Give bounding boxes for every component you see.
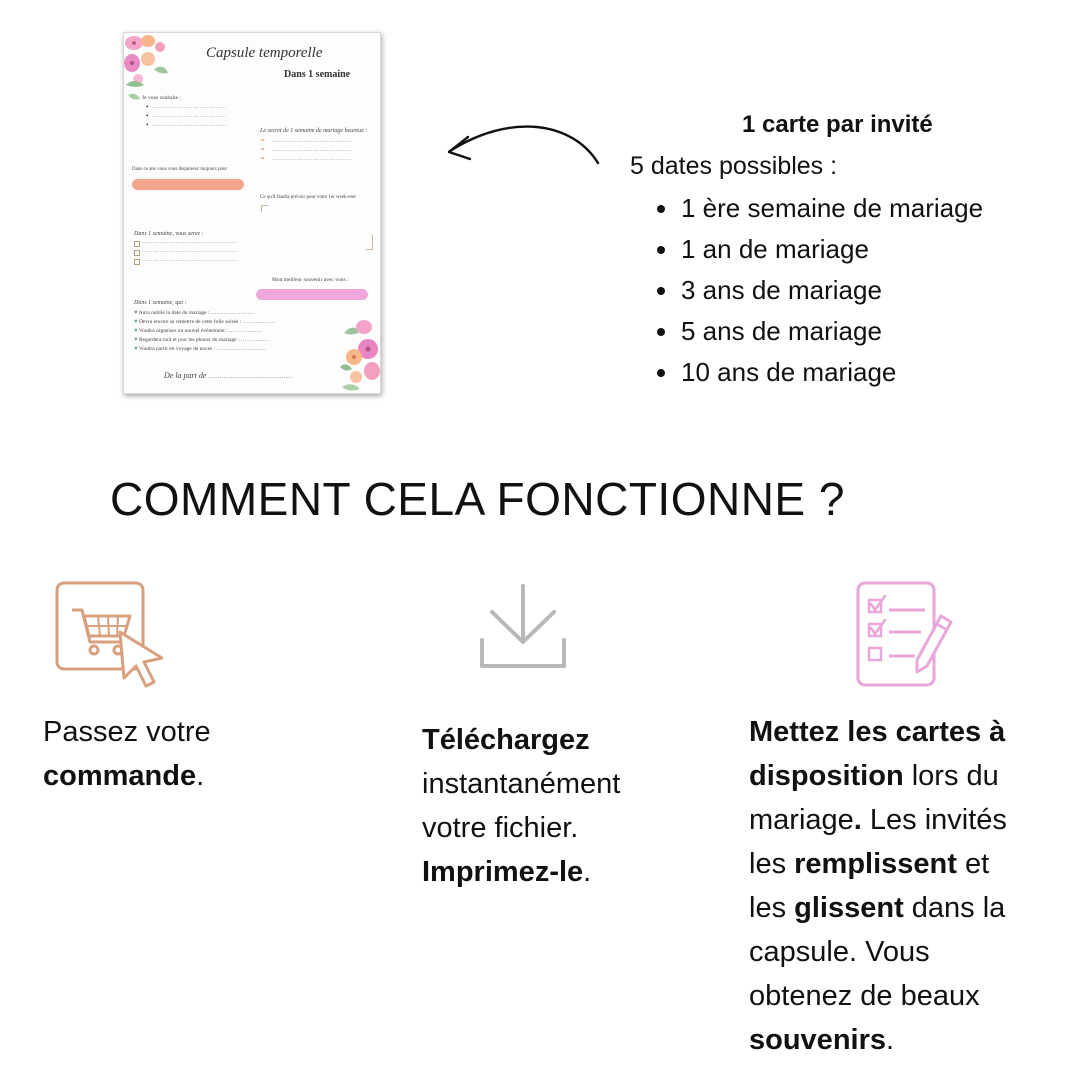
dates-list	[657, 188, 983, 393]
step-text-run: .	[583, 856, 592, 888]
step-text-run: obtenez de beaux	[749, 980, 980, 1012]
step-text-run: Les invités	[861, 804, 1007, 836]
card-promise-label: Dans ce ans vous vous disputerez toujours pour	[132, 167, 228, 172]
step-text-bold: remplissent	[794, 848, 957, 880]
card-who-list: ♥ Aura oublié la date du mariage : …………………… ♥ Devra encore se remettre de cette folle soirée : ……………… ♥ Voudra organiser un nouvel évènement : ……………… ♥ Regardera nuit et jour les photos du mariage : …………… ♥ Voudra partir en voyage de noces : ………………………	[134, 310, 276, 352]
step-text-run: .	[886, 1024, 895, 1056]
step-text-line	[749, 1018, 1069, 1062]
list-item: 1 an de mariage	[657, 229, 983, 270]
card-subtitle: Dans 1 semaine	[284, 69, 351, 80]
step-text-bold: souvenirs	[749, 1024, 886, 1056]
card-you-will-label: Dans 1 semaine, vous serez :	[134, 231, 204, 237]
step-text-line	[749, 710, 1069, 754]
step-text-line	[422, 718, 722, 762]
step-text-line	[749, 754, 1069, 798]
card-who-label: Dans 1 semaine, qui :	[134, 300, 187, 306]
card-title: Capsule temporelle	[206, 45, 323, 61]
card-memory-label: Mon meilleur souvenir avec vous :	[272, 277, 349, 283]
list-item: 1 ère semaine de mariage	[657, 188, 983, 229]
step-text-line	[749, 842, 1069, 886]
step-text-run: mariage	[749, 804, 854, 836]
step-text-run: capsule. Vous	[749, 936, 930, 968]
card-weekend-label: Ce qu'il faudra prévoir pour votre 1er week-end	[260, 195, 356, 200]
info-title: 1 carte par invité	[742, 111, 933, 138]
card-from-label: De la part de ………………………………………	[164, 371, 293, 380]
step-text-run: Passez votre	[43, 716, 211, 748]
step-text-line	[422, 762, 722, 806]
floral-decoration-icon	[338, 313, 380, 393]
step-text-line	[749, 930, 1069, 974]
step-text-line	[749, 974, 1069, 1018]
download-icon	[478, 582, 568, 670]
section-heading: COMMENT CELA FONCTIONNE ?	[110, 473, 845, 525]
step-text-bold: Imprimez-le	[422, 856, 584, 888]
step-text-bold: commande	[43, 760, 197, 792]
card-preview: Capsule temporelle Dans 1 semaine Je vous souhaite : • …………………………………… • …………………………………… • …………………………………… Le secret de 1 semaine de mariage heureux : ❧ ……………………………………… ❧ ……………………………………… ❧ ……………………………………… Dans ce ans vous vous disputerez toujours pour Ce qu'il faudra prévoir pour votre 1er week-end Dans 1 semaine, vous serez : ……………………………………………… ……………………………………………… ……………………………………………… Mon meilleur souvenir avec vous : Dans 1 semaine, qui : ♥ Aura oublié la date du mariage : …………………… ♥ Devra encore se remettre de cette folle soirée : ……………… ♥ Voudra organiser un nouvel évènement : ……………… ♥ Regardera nuit et jour les photos du mariage : …………… ♥ Voudra partir en voyage de noces : ……………………… De la part de ………………………………………	[123, 32, 381, 394]
list-item: 5 ans de mariage	[657, 311, 983, 352]
shopping-cart-icon	[54, 580, 166, 688]
step-text-run: les	[749, 848, 795, 880]
step-text-line	[43, 710, 343, 754]
step-3-text	[749, 710, 1069, 1062]
step-text-line	[749, 798, 1069, 842]
step-2-text	[422, 718, 722, 894]
list-item: 3 ans de mariage	[657, 270, 983, 311]
curved-arrow-icon	[440, 115, 610, 175]
floral-decoration-icon	[124, 33, 170, 103]
step-text-run: et	[956, 848, 990, 880]
step-text-bold: Mettez les cartes à	[749, 716, 1006, 748]
card-pink-field	[256, 289, 368, 300]
checklist-pencil-icon	[855, 580, 955, 688]
step-text-line	[422, 850, 722, 894]
step-text-bold: Téléchargez	[422, 724, 590, 756]
step-text-line	[422, 806, 722, 850]
step-text-run: dans la	[903, 892, 1006, 924]
step-text-line	[749, 886, 1069, 930]
step-text-bold: disposition	[749, 760, 904, 792]
step-1-text	[43, 710, 343, 798]
step-text-run: instantanément	[422, 768, 621, 800]
step-text-bold: .	[853, 804, 862, 836]
card-salmon-field	[132, 179, 244, 190]
step-text-run: .	[196, 760, 205, 792]
step-text-line	[43, 754, 343, 798]
info-subtitle: 5 dates possibles :	[630, 152, 838, 180]
step-text-run: lors du	[903, 760, 999, 792]
step-text-run: votre fichier.	[422, 812, 579, 844]
card-secret-label: Le secret de 1 semaine de mariage heureux :	[260, 128, 368, 134]
list-item: 10 ans de mariage	[657, 352, 983, 393]
card-wish-label: Je vous souhaite :	[142, 95, 181, 101]
step-text-run: les	[749, 892, 795, 924]
step-text-bold: glissent	[794, 892, 904, 924]
